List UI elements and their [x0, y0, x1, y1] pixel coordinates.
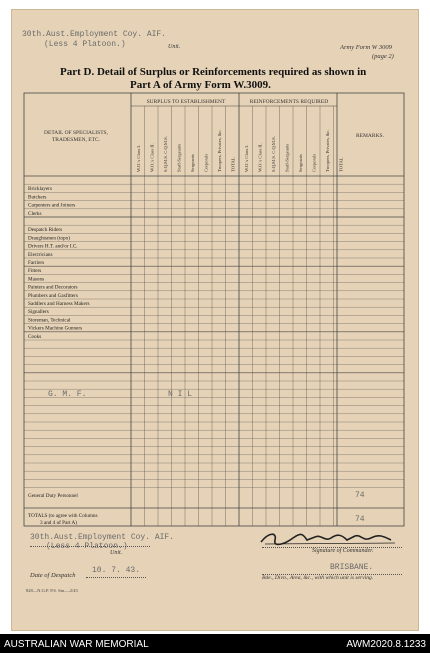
column-header: S.Q.M.S. C.Q.M.S. — [162, 136, 168, 172]
trade-label: Storeman, Technical — [28, 317, 71, 324]
unit-dotted-line — [30, 546, 150, 547]
column-header: Corporals — [311, 153, 317, 172]
date-label: Date of Despatch — [30, 572, 76, 579]
date-dotted-line — [86, 577, 146, 578]
trade-label: Saddlers and Harness Makers — [28, 301, 90, 307]
form-reference: Army Form W 3009 — [340, 44, 392, 51]
gmf-entry: G. M. F. — [48, 390, 87, 399]
nil-entry: N I L — [168, 390, 193, 399]
trade-label: Vickers Machine Gunners — [28, 325, 83, 332]
trade-label: Masons — [28, 276, 45, 283]
totals-label-1: TOTALS (to agree with Columns — [28, 513, 98, 519]
remarks-header: REMARKS. — [356, 133, 384, 139]
trade-label: Signallers — [28, 309, 49, 316]
column-header: W.O.'s Class I. — [243, 144, 249, 172]
bottom-unit-label: Unit. — [110, 550, 123, 556]
column-header: W.O.'s Class II. — [149, 143, 155, 172]
header-unit-typed-sub: (Less 4 Platoon.) — [44, 40, 126, 49]
column-header: Sergeants — [189, 154, 195, 172]
bottom-unit-typed-sub: (Less 4 Platoon.) — [46, 542, 128, 551]
detail-header-1: DETAIL OF SPECIALISTS, — [44, 130, 108, 136]
column-header: W.O.'s Class II. — [257, 143, 263, 172]
trade-label: Painters and Decorators — [28, 284, 78, 291]
page-reference: (page 2) — [372, 53, 394, 60]
general-duty-label: General Duty Personnel — [28, 493, 78, 499]
trade-label: Drivers H.T. and/or I.C. — [28, 243, 78, 250]
location-label: Bde., Divn., Area, &c., with which unit is serving. — [262, 575, 374, 581]
printer-mark: 828—N.G.P. P.S. Stn.—2/43 — [26, 588, 78, 593]
trade-label: Plumbers and Gasfitters — [28, 292, 78, 299]
form-title-line2: Part A of Army Form W.3009. — [130, 79, 271, 91]
column-header: S.Q.M.S. C.Q.M.S. — [270, 136, 276, 172]
footer-archive-id: AWM2020.8.1233 — [346, 639, 426, 650]
surplus-header: SURPLUS TO ESTABLISHMENT — [146, 99, 226, 105]
column-header: Corporals — [203, 153, 209, 172]
trade-label: Butchers — [28, 194, 47, 201]
table-border — [24, 93, 404, 526]
trade-label: Farriers — [28, 260, 45, 266]
table-grid — [24, 93, 404, 526]
detail-header-2: TRADESMEN, ETC. — [51, 137, 101, 143]
column-header: Staff-Sergeants — [284, 143, 290, 172]
column-header: W.O.'s Class I. — [135, 144, 141, 172]
trade-label: Carpenters and Joiners — [28, 202, 76, 209]
header-unit-label: Unit. — [168, 44, 181, 50]
trade-label: Draughtsmen (topo) — [28, 235, 70, 242]
trade-label: Despatch Riders — [28, 227, 63, 234]
column-header: Troopers, Privates, &c. — [216, 129, 222, 172]
header-unit-typed: 30th.Aust.Employment Coy. AIF. — [22, 30, 167, 39]
reinforcements-header: REINFORCEMENTS REQUIRED — [249, 99, 329, 105]
signature-label: Signature of Commander. — [312, 548, 374, 554]
totals-label-2: 3 and 4 of Part A) — [40, 520, 78, 526]
trade-label: Clerks — [28, 210, 42, 217]
column-header: Troopers, Privates, &c. — [324, 129, 330, 172]
footer-archive-name: AUSTRALIAN WAR MEMORIAL — [4, 639, 149, 650]
totals-remark: 74 — [355, 515, 365, 524]
column-header: TOTAL — [338, 157, 344, 172]
date-value: 10. 7. 43. — [92, 566, 141, 575]
column-header: Staff-Sergeants — [176, 143, 182, 172]
trade-label: Cooks — [28, 333, 42, 340]
trade-label: Fitters — [28, 268, 42, 275]
trade-label: Bricklayers — [28, 186, 52, 193]
trade-label: Electricians — [28, 251, 53, 258]
archive-footer — [0, 634, 430, 653]
form-title-line1: Part D. Detail of Surplus or Reinforcements required as shown in — [60, 66, 367, 78]
bottom-unit-typed: 30th.Aust.Employment Coy. AIF. — [30, 533, 175, 542]
general-duty-remark: 74 — [355, 491, 365, 500]
location-typed: BRISBANE. — [330, 563, 374, 572]
column-header: Sergeants — [297, 154, 303, 172]
column-header: TOTAL — [230, 157, 236, 172]
